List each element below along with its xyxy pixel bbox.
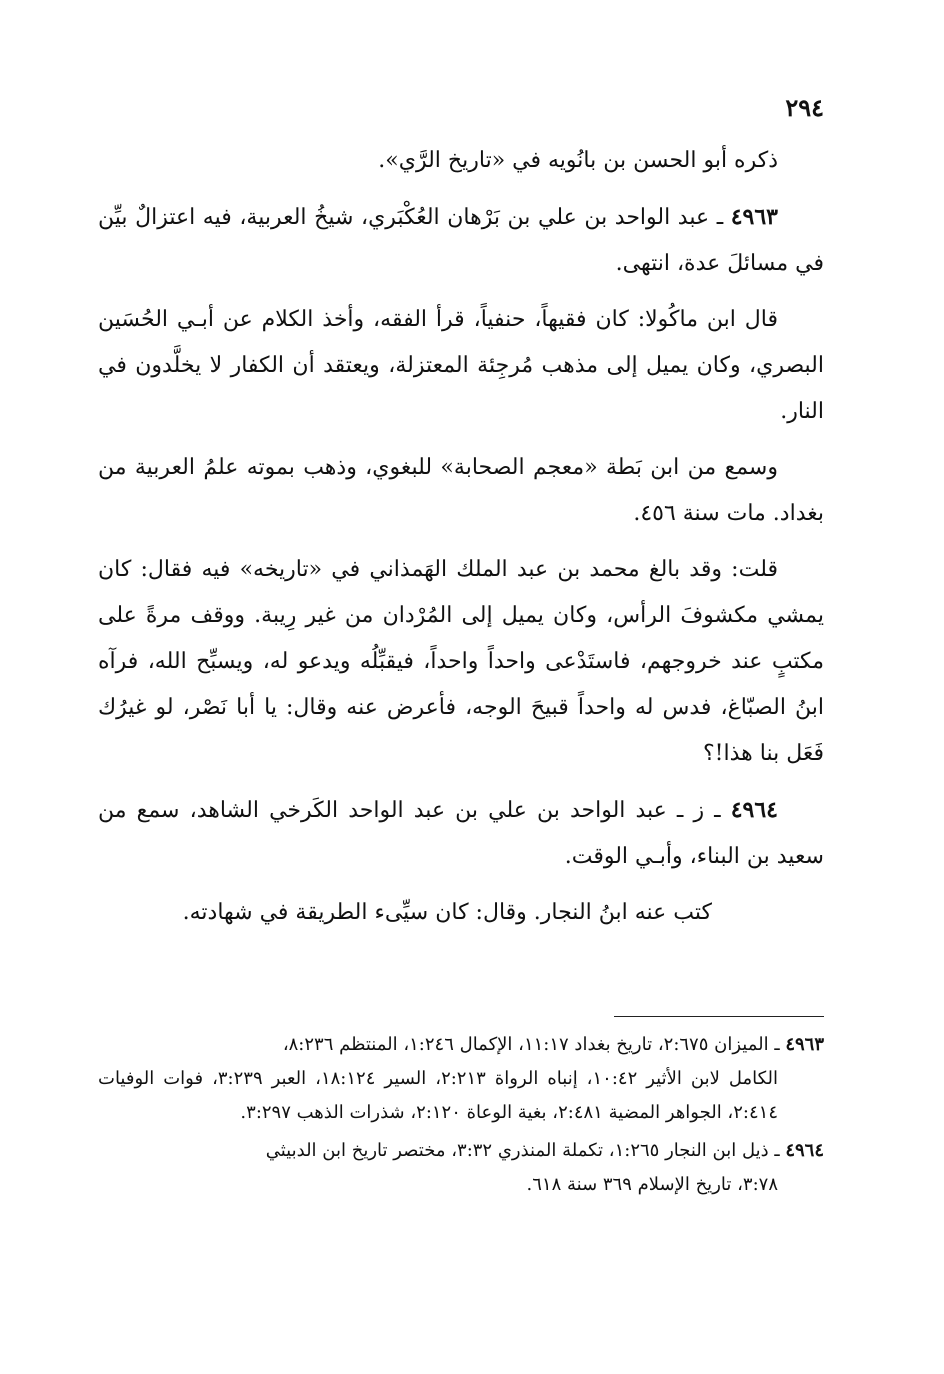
footnote-separator xyxy=(614,1016,824,1017)
footnote-text: ـ الميزان ٢:٦٧٥، تاريخ بغداد ١١:١٧، الإكمال ١:٢٤٦، المنتظم ٨:٢٣٦، xyxy=(282,1034,786,1055)
paragraph-text: قلت: وقد بالغ محمد بن عبد الملك الهَمذاني في «تاريخه» فيه فقال: كان يمشي مكشوفَ الرأس، وكان يميل إلى المُرْدان من غير رِيبة. ووقف مرةً على مكتبٍ عند خروجهم، فاستَدْعى واحداً واحداً، فيقبِّلُه ويدعو له، ويسبِّح الله، فرآه ابنُ الصبّاغ، فدس له واحداً قبيحَ الوجه، فأعرض عنه وقال: يا أبا نَصْر، لو غيرُك فَعَل بنا هذا!؟ xyxy=(98,557,824,766)
paragraph xyxy=(98,890,824,936)
paragraph-text: ذكره أبو الحسن بن بانُويه في «تاريخ الرَّي». xyxy=(378,148,778,173)
footnote-continuation: ٣:٧٨، تاريخ الإسلام ٣٦٩ سنة ٦١٨. xyxy=(526,1174,778,1195)
entry-number: ٤٩٦٣ xyxy=(730,204,778,230)
paragraph xyxy=(98,138,824,184)
paragraph xyxy=(98,297,824,435)
page-number: ٢٩٤ xyxy=(785,93,824,122)
footnote xyxy=(98,1028,824,1130)
main-text xyxy=(98,88,824,946)
paragraph xyxy=(98,547,824,777)
paragraph-text: وسمع من ابن بَطة «معجم الصحابة» للبغوي، وذهب بموته علمُ العربية من بغداد. مات سنة ٤٥٦. xyxy=(98,455,824,526)
footnote-number: ٤٩٦٤ xyxy=(785,1140,824,1161)
footnote xyxy=(98,1134,824,1202)
footnote-text: ـ ذيل ابن النجار ١:٢٦٥، تكملة المنذري ٣:٣٢، مختصر تاريخ ابن الدبيثي xyxy=(265,1140,786,1161)
paragraph xyxy=(98,445,824,537)
entry-paragraph xyxy=(98,787,824,880)
footnote-continuation: الكامل لابن الأثير ١٠:٤٢، إنباه الرواة ٢:٢١٣، السير ١٨:١٢٤، العبر ٣:٢٣٩، فوات الوفيات ٢:٤١٤، الجواهر المضية ٢:٤٨١، بغية الوعاة ٢:١٢٠، شذرات الذهب ٣:٢٩٧. xyxy=(98,1068,779,1123)
paragraph-text: ـ ز ـ عبد الواحد بن علي بن عبد الواحد الكَرخي الشاهد، سمع من سعيد بن البناء، وأبـي الوقت. xyxy=(98,798,824,869)
entry-number: ٤٩٦٤ xyxy=(730,797,778,823)
paragraph-text: ـ عبد الواحد بن علي بن بَرْهان العُكْبَري، شيخُ العربية، فيه اعتزالٌ بيِّن في مسائلَ عدة، انتهى. xyxy=(98,205,824,276)
paragraph-text: كتب عنه ابنُ النجار. وقال: كان سيِّىء الطريقة في شهادته. xyxy=(182,900,712,925)
footnote-number: ٤٩٦٣ xyxy=(785,1034,824,1055)
footnotes xyxy=(98,1028,824,1206)
paragraph-text: قال ابن ماكُولا: كان فقيهاً، حنفياً، قرأ الفقه، وأخذ الكلام عن أبـي الحُسَين البصري، وكان يميل إلى مذهب مُرجِئة المعتزلة، ويعتقد أن الكفار لا يخلَّدون في النار. xyxy=(98,307,824,424)
entry-paragraph xyxy=(98,194,824,287)
